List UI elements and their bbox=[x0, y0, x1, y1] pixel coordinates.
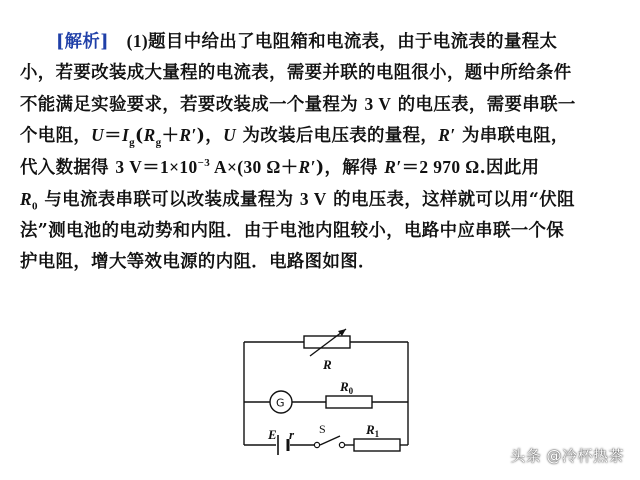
watermark: 头条 @冷杯热茶 bbox=[510, 447, 624, 465]
analysis-tag: [解析] bbox=[56, 32, 109, 52]
emf-label: E bbox=[268, 427, 277, 442]
text-line-3: 不能满足实验要求，若要改装成一个量程为 3 V 的电压表，需要串联一 bbox=[20, 93, 576, 115]
text-line-8: 护电阻，增大等效电源的内阻．电路图如图． bbox=[20, 251, 376, 272]
text-line-6: $R_0$ 与电流表串联可以改装成量程为 3 V 的电压表，这样就可以用“伏阻 bbox=[20, 188, 575, 213]
switch-blade bbox=[320, 436, 340, 445]
r0-symbol bbox=[326, 396, 372, 408]
svg-text:R0 bbox=[339, 379, 354, 396]
r0-label: R bbox=[340, 379, 349, 394]
r0-subscript: 0 bbox=[348, 386, 354, 396]
internal-resistance-label: r bbox=[289, 427, 295, 442]
r1-label: R bbox=[366, 422, 375, 437]
switch-contact-right bbox=[339, 442, 344, 447]
text-line-5: 代入数据得 3 $V=1\times 10^{-3}$ A×(30 Ω＋R′)，解得 R′＝2 970 Ω.因此用 bbox=[20, 157, 540, 179]
text-line-4: 个电阻，$U=I_g(R_g+R')$，U 为改装后电压表的量程，R′ 为串联电阻， bbox=[20, 125, 569, 149]
r1-symbol bbox=[354, 439, 400, 451]
text-line-1: [解析] (1)题目中给出了电阻箱和电流表，由于电流表的量程太 bbox=[56, 31, 558, 52]
rheostat-label: R bbox=[323, 357, 332, 372]
switch-contact-left bbox=[314, 442, 319, 447]
rheostat-symbol bbox=[304, 336, 350, 348]
galvanometer-label: G bbox=[276, 396, 285, 410]
svg-text:R1 bbox=[365, 422, 380, 439]
text-line-7: 法”测电池的电动势和内阻．由于电池内阻较小，电路中应串联一个保 bbox=[20, 220, 565, 241]
text-line-2: 小，若要改装成大量程的电流表，需要并联的电阻很小，题中所给条件 bbox=[20, 62, 572, 83]
r1-subscript: 1 bbox=[374, 429, 380, 439]
switch-label: S bbox=[319, 422, 326, 436]
